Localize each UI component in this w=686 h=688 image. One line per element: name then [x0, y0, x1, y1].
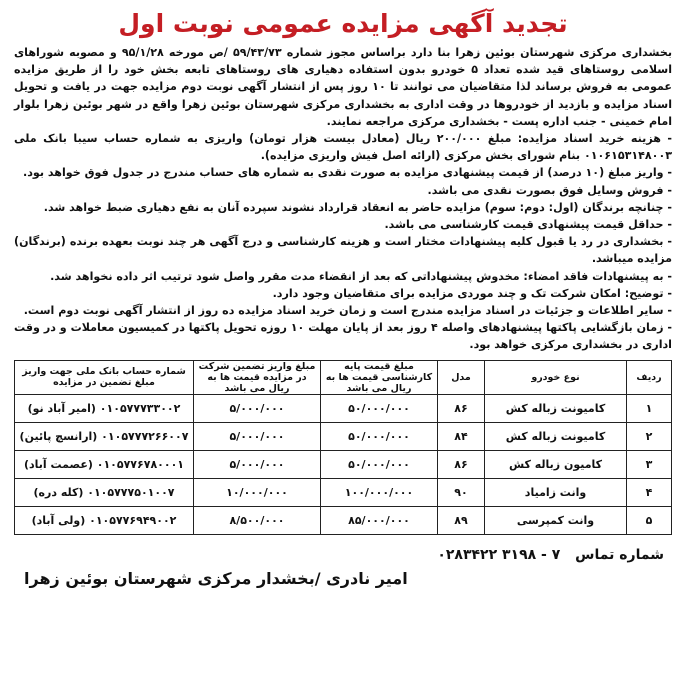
cell-row-number: ۵ [627, 506, 672, 534]
signature: امیر نادری /بخشدار مرکزی شهرستان بوئین زهرا [24, 568, 408, 588]
table-row [15, 506, 672, 534]
notice-body [14, 44, 672, 354]
cell-model: ۸۹ [438, 506, 485, 534]
contact-number: ۰۲۸۳۴۲۲ ۳۱۹۸ - ۷ [437, 546, 561, 563]
cell-deposit: ۱۰/۰۰۰/۰۰۰ [194, 478, 321, 506]
intro-paragraph: بخشداری مرکزی شهرستان بوئین زهرا بنا دارد براساس مجوز شماره ۵۹/۴۳/۷۳ /ص مورخه ۹۵/۱/۲۸ و مصوبه شوراهای اسلامی روستاهای قید شده تعداد ۵ خودرو بدون استفاده دهیاری های روستاهای تابعه بخش خود را از طریق مزایده عمومی به فروش برساند لذا متقاضیان می توانند تا ۱۰ روز پس از انتشار آگهی نوبت دوم مزایده جهت در یافت و تحویل اسناد مزایده و بازدید از خودروها در وقت اداری به بخشداری مرکزی شهرستان بوئین زهرا واقع در شهر بوئین زهرا بلوار امام خمینی - جنب اداره پست - بخشداری مرکزی مراجعه نمایند. [14, 46, 673, 128]
cell-base-price: ۱۰۰/۰۰۰/۰۰۰ [321, 478, 438, 506]
condition-item: - هزینه خرید اسناد مزایده: مبلغ ۲۰۰/۰۰۰ ریال (معادل بیست هزار تومان) واریزی به شماره حساب سیبا بانک ملی ۰۱۰۶۱۵۳۱۴۸۰۰۳ بنام شورای بخش مرکزی (ارائه اصل فیش واریزی مزایده). [14, 132, 672, 163]
table-row [15, 422, 672, 450]
condition-item: - توضیح: امکان شرکت تک و چند موردی مزایده برای متقاضیان وجود دارد. [272, 286, 672, 300]
condition-item: - واریز مبلغ (۱۰ درصد) از قیمت پیشنهادی مزایده به صورت نقدی به شماره های حساب مندرج در جدول فوق خواهد بود. [23, 166, 672, 180]
header-account: شماره حساب بانک ملی جهت واریز مبلغ تضمین در مزایده [15, 360, 194, 394]
condition-item: - زمان بازگشایی پاکتها پیشنهادهای واصله ۴ روز بعد از پایان مهلت ۱۰ روزه تحویل پاکتها در کمیسیون معاملات و در وقت اداری در بخشداری مرکزی خواهد بود. [14, 321, 672, 352]
cell-model: ۸۴ [438, 422, 485, 450]
cell-account: ۰۱۰۵۷۷۷۳۳۰۰۲ (امیر آباد نو) [15, 394, 194, 422]
cell-row-number: ۳ [627, 450, 672, 478]
cell-base-price: ۵۰/۰۰۰/۰۰۰ [321, 394, 438, 422]
cell-row-number: ۴ [627, 478, 672, 506]
header-vehicle-type: نوع خودرو [485, 360, 627, 394]
condition-item: - به پیشنهادات فاقد امضاء: مخدوش پیشنهاداتی که بعد از انقضاء مدت مقرر واصل شود ترتیب اثر داده نخواهد شد. [50, 269, 672, 283]
contact-info [437, 547, 664, 563]
cell-deposit: ۸/۵۰۰/۰۰۰ [194, 506, 321, 534]
cell-account: ۰۱۰۵۷۷۷۵۰۱۰۰۷ (کله دره) [15, 478, 194, 506]
cell-account: ۰۱۰۵۷۷۶۹۴۹۰۰۲ (ولی آباد) [15, 506, 194, 534]
cell-vehicle-type: کامیونت زباله کش [485, 422, 627, 450]
condition-item: - چنانچه برندگان (اول: دوم: سوم) مزایده حاضر به انعقاد قرارداد نشوند سپرده آنان به نفع دهیاری ضبط خواهد شد. [43, 200, 672, 214]
cell-deposit: ۵/۰۰۰/۰۰۰ [194, 450, 321, 478]
cell-deposit: ۵/۰۰۰/۰۰۰ [194, 394, 321, 422]
cell-row-number: ۱ [627, 394, 672, 422]
condition-item: - فروش وسایل فوق بصورت نقدی می باشد. [427, 183, 672, 197]
cell-model: ۹۰ [438, 478, 485, 506]
table-row [15, 394, 672, 422]
table-header-row [15, 360, 672, 394]
cell-row-number: ۲ [627, 422, 672, 450]
cell-vehicle-type: کامیونت زباله کش [485, 394, 627, 422]
cell-model: ۸۶ [438, 394, 485, 422]
header-row-number: ردیف [627, 360, 672, 394]
notice-footer [14, 541, 672, 601]
cell-base-price: ۵۰/۰۰۰/۰۰۰ [321, 450, 438, 478]
cell-account: ۰۱۰۵۷۷۶۷۸۰۰۰۱ (عصمت آباد) [15, 450, 194, 478]
condition-item: - حداقل قیمت پیشنهادی قیمت کارشناسی می باشد. [384, 218, 672, 232]
header-model: مدل [438, 360, 485, 394]
table-row [15, 478, 672, 506]
cell-vehicle-type: کامیون زباله کش [485, 450, 627, 478]
contact-label: شماره تماس [575, 546, 664, 563]
table-row [15, 450, 672, 478]
cell-base-price: ۸۵/۰۰۰/۰۰۰ [321, 506, 438, 534]
cell-model: ۸۶ [438, 450, 485, 478]
cell-vehicle-type: وانت زامیاد [485, 478, 627, 506]
cell-base-price: ۵۰/۰۰۰/۰۰۰ [321, 422, 438, 450]
condition-item: - سایر اطلاعات و جزئیات در اسناد مزایده مندرج است و زمان خرید اسناد مزایده ده روز از انتشار آگهی نوبت دوم است. [23, 304, 672, 318]
header-base-price: مبلغ قیمت پایه کارشناسی قیمت ها به ریال می باشد [321, 360, 438, 394]
header-deposit: مبلغ واریز تضمین شرکت در مزایده قیمت ها به ریال می باشد [194, 360, 321, 394]
condition-item: - بخشداری در رد یا قبول کلیه پیشنهادات مختار است و هزینه کارشناسی و درج آگهی هر چند نوبت بعهده برنده (برندگان) مزایده میباشد. [14, 235, 672, 266]
vehicles-table [14, 360, 672, 535]
cell-vehicle-type: وانت کمپرسی [485, 506, 627, 534]
notice-title: تجدید آگهی مزایده عمومی نوبت اول [118, 9, 568, 38]
cell-account: ۰۱۰۵۷۷۷۲۶۶۰۰۷ (ارانسچ پائین) [15, 422, 194, 450]
cell-deposit: ۵/۰۰۰/۰۰۰ [194, 422, 321, 450]
